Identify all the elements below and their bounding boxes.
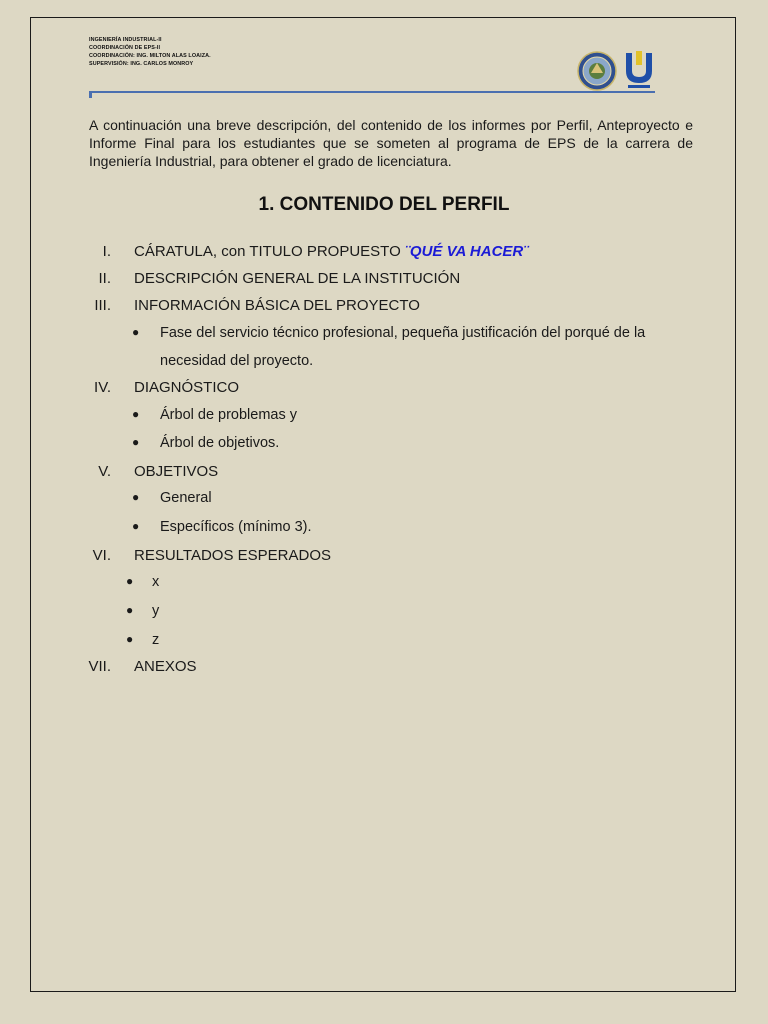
faculty-logo-icon xyxy=(622,51,656,91)
item-highlight: ¨QUÉ VA HACER¨ xyxy=(404,243,529,260)
university-seal-icon xyxy=(577,51,617,91)
bullet-icon: ● xyxy=(132,519,140,533)
item-number: II. xyxy=(98,270,111,287)
intro-paragraph: A continuación una breve descripción, del contenido de los informes por Perfil, Anteproyecto e Informe Final para los estudiantes que se someten al programa de EPS de la carrera de Ingeniería Industrial, para obtener el grado de licenciatura. xyxy=(89,117,693,169)
header-divider xyxy=(89,91,655,93)
item-text: INFORMACIÓN BÁSICA DEL PROYECTO xyxy=(134,297,420,314)
header-line: INGENIERÍA INDUSTRIAL-II xyxy=(89,37,162,43)
header-line: SUPERVISIÓN: ING. CARLOS MONROY xyxy=(89,61,194,67)
document-page xyxy=(30,17,736,992)
item-text xyxy=(134,243,528,260)
bullet-icon: ● xyxy=(126,603,134,617)
sub-item-text: Específicos (mínimo 3). xyxy=(160,519,312,535)
item-number: VII. xyxy=(88,658,111,675)
item-text: OBJETIVOS xyxy=(134,463,219,480)
item-text: DESCRIPCIÓN GENERAL DE LA INSTITUCIÓN xyxy=(134,270,461,287)
bullet-icon: ● xyxy=(132,407,140,421)
sub-item-text: z xyxy=(152,632,160,648)
section-title: 1. CONTENIDO DEL PERFIL xyxy=(258,194,510,215)
bullet-icon: ● xyxy=(126,574,134,588)
item-number: III. xyxy=(94,297,111,314)
header-line: COORDINACIÓN: ING. MILTON ALAS LOAIZA. xyxy=(89,53,211,59)
header-divider-tick xyxy=(89,91,92,98)
sub-item-text: necesidad del proyecto. xyxy=(160,353,314,369)
sub-item-text: Árbol de problemas y xyxy=(160,407,298,423)
item-text: ANEXOS xyxy=(134,658,197,675)
item-text: DIAGNÓSTICO xyxy=(134,379,240,396)
document-header xyxy=(89,36,657,96)
item-number: IV. xyxy=(94,379,111,396)
bullet-icon: ● xyxy=(126,632,134,646)
sub-item-text: Fase del servicio técnico profesional, pequeña justificación del porqué de la xyxy=(160,325,646,341)
item-number: VI. xyxy=(92,547,111,564)
bullet-icon: ● xyxy=(132,490,140,504)
sub-item-text: x xyxy=(152,574,160,590)
item-label: CÁRATULA, con TITULO PROPUESTO xyxy=(134,243,405,260)
item-text: RESULTADOS ESPERADOS xyxy=(134,547,331,564)
sub-item-text: General xyxy=(160,490,212,506)
header-line: COORDINACIÓN DE EPS-II xyxy=(89,45,161,51)
item-number: I. xyxy=(102,243,111,260)
bullet-icon: ● xyxy=(132,435,140,449)
sub-item-text: Árbol de objetivos. xyxy=(160,435,280,451)
item-number: V. xyxy=(98,463,111,480)
bullet-icon: ● xyxy=(132,325,140,339)
header-text-block xyxy=(89,36,211,68)
sub-item-text: y xyxy=(152,603,160,619)
